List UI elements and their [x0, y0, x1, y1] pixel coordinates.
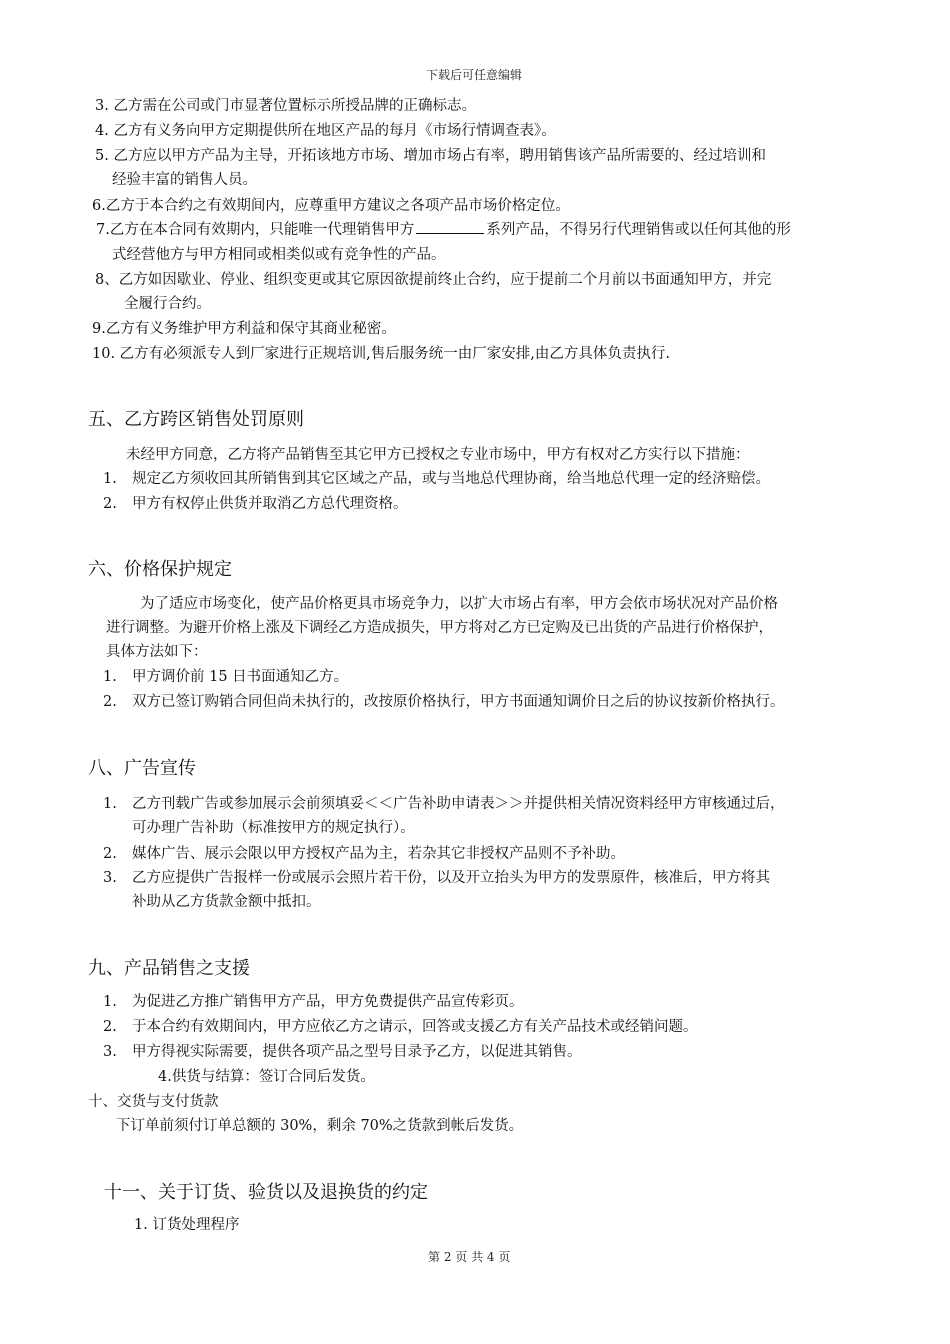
section10-text: 下订单前须付订单总额的 30%，剩余 70%之货款到帐后发货。 [116, 1118, 524, 1134]
section6-intro-1: 为了适应市场变化，使产品价格更具市场竞争力，以扩大市场占有率，甲方会依市场状况对产品价格 [140, 596, 778, 612]
clause-5: 5. 乙方应以甲方产品为主导，开拓该地方市场、增加市场占有率，聘用销售该产品所需要的、经过培训和 [95, 148, 766, 164]
section6-item-1: 甲方调价前 15 日书面通知乙方。 [132, 669, 349, 685]
section9-item-3: 甲方得视实际需要，提供各项产品之型号目录予乙方，以促进其销售。 [132, 1044, 582, 1060]
section6-title: 六、价格保护规定 [88, 559, 232, 580]
section8-item-2: 媒体广告、展示会限以甲方授权产品为主，若杂其它非授权产品则不予补助。 [132, 846, 625, 862]
section5-item-1: 规定乙方须收回其所销售到其它区域之产品，或与当地总代理协商，给当地总代理一定的经济赔偿。 [132, 471, 770, 487]
clause-7-part2: 系列产品，不得另行代理销售或以任何其他的形 [486, 222, 791, 238]
clause-7 [96, 218, 791, 242]
section8-item-3-num: 3. [103, 870, 117, 886]
section8-item-3: 乙方应提供广告报样一份或展示会照片若干份，以及开立抬头为甲方的发票原件，核准后，甲方将其 [132, 870, 770, 886]
page-number: 第 2 页 共 4 页 [428, 1250, 511, 1264]
fill-blank [416, 219, 484, 234]
clause-7-part1: 7.乙方在本合同有效期内，只能唯一代理销售甲方 [96, 222, 415, 238]
section6-item-2: 双方已签订购销合同但尚未执行的，改按原价格执行，甲方书面通知调价日之后的协议按新价格执行。 [132, 694, 785, 710]
section8-item-3-cont: 补助从乙方货款金额中抵扣。 [132, 894, 321, 910]
clause-6: 6.乙方于本合约之有效期间内，应尊重甲方建议之各项产品市场价格定位。 [92, 198, 570, 214]
section8-item-1: 乙方刊载广告或参加展示会前须填妥＜＜广告补助申请表＞＞并提供相关情况资料经甲方审核通过后， [132, 796, 785, 812]
section8-item-1-num: 1. [103, 796, 117, 812]
section6-intro-2: 进行调整。为避开价格上涨及下调经乙方造成损失，甲方将对乙方已定购及已出货的产品进行价格保护， [106, 620, 773, 636]
section11-title: 十一、关于订货、验货以及退换货的约定 [104, 1182, 428, 1203]
section11-item-1: 1. 订货处理程序 [134, 1217, 240, 1233]
section5-item-2: 甲方有权停止供货并取消乙方总代理资格。 [132, 496, 408, 512]
section6-item-1-num: 1. [103, 669, 117, 685]
section5-item-1-num: 1. [103, 471, 117, 487]
clause-5-cont: 经验丰富的销售人员。 [112, 172, 257, 188]
section5-intro: 未经甲方同意，乙方将产品销售至其它甲方已授权之专业市场中，甲方有权对乙方实行以下措施： [126, 447, 750, 463]
section9-item-3-num: 3. [103, 1044, 117, 1060]
clause-4: 4. 乙方有义务向甲方定期提供所在地区产品的每月《市场行情调查表》。 [95, 123, 556, 139]
header-note: 下载后可任意编辑 [426, 68, 523, 82]
section9-item-2-num: 2. [103, 1019, 117, 1035]
section5-item-2-num: 2. [103, 496, 117, 512]
section9-item-1: 为促进乙方推广销售甲方产品，甲方免费提供产品宣传彩页。 [132, 994, 524, 1010]
section8-title: 八、广告宣传 [88, 758, 196, 779]
clause-7-cont: 式经营他方与甲方相同或相类似或有竞争性的产品。 [112, 247, 446, 263]
clause-10: 10. 乙方有必须派专人到厂家进行正规培训,售后服务统一由厂家安排,由乙方具体负责执行. [92, 346, 670, 362]
section6-item-2-num: 2. [103, 694, 117, 710]
section9-title: 九、产品销售之支援 [88, 958, 250, 979]
section6-intro-3: 具体方法如下： [106, 644, 208, 660]
section8-item-2-num: 2. [103, 846, 117, 862]
clause-8: 8、乙方如因歇业、停业、组织变更或其它原因欲提前终止合约，应于提前二个月前以书面通知甲方，并完 [95, 272, 772, 288]
clause-9: 9.乙方有义务维护甲方利益和保守其商业秘密。 [92, 321, 396, 337]
clause-3: 3. 乙方需在公司或门市显著位置标示所授品牌的正确标志。 [95, 98, 476, 114]
section8-item-1-cont: 可办理广告补助（标准按甲方的规定执行）。 [132, 820, 415, 836]
section5-title: 五、乙方跨区销售处罚原则 [88, 409, 304, 430]
section9-extra: 4.供货与结算：签订合同后发货。 [158, 1069, 375, 1085]
section10-title: 十、交货与支付货款 [88, 1094, 219, 1110]
clause-8-cont: 全履行合约。 [124, 296, 211, 312]
section9-item-2: 于本合约有效期间内，甲方应依乙方之请示，回答或支援乙方有关产品技术或经销问题。 [132, 1019, 698, 1035]
section9-item-1-num: 1. [103, 994, 117, 1010]
